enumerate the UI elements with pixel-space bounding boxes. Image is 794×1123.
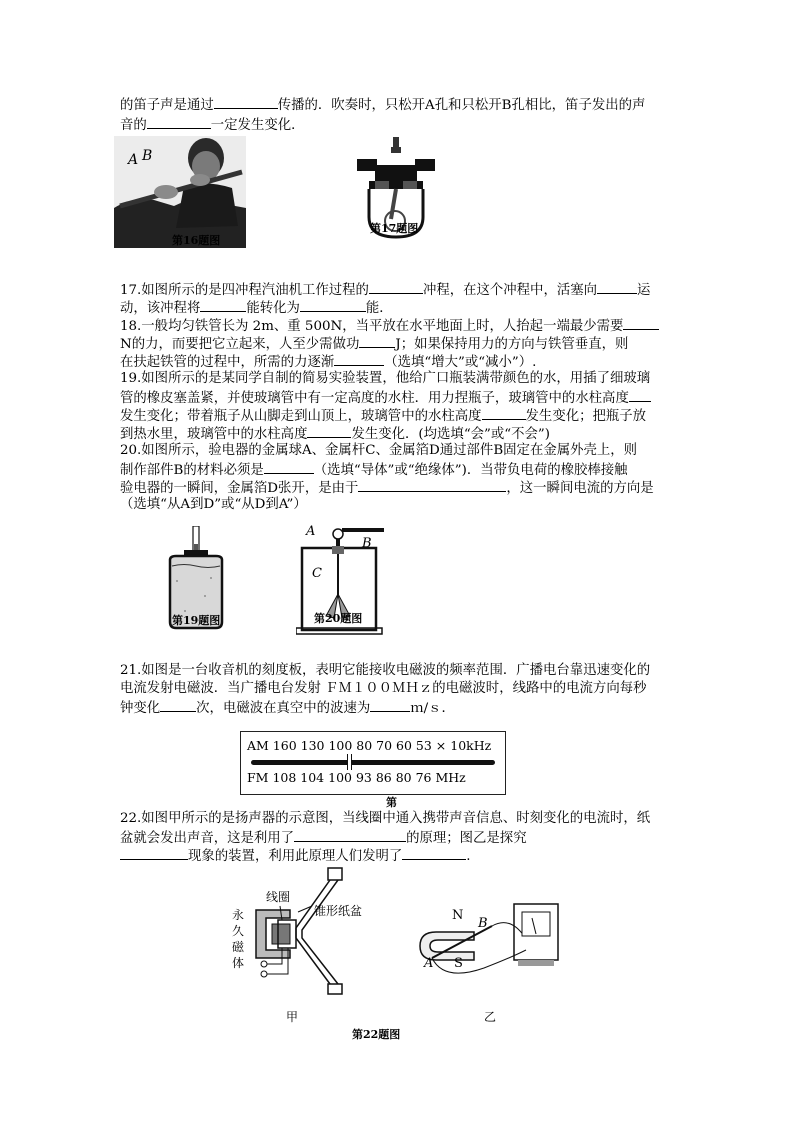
blank[interactable] xyxy=(370,698,410,712)
dial-needle xyxy=(347,754,352,770)
blank[interactable] xyxy=(629,388,651,402)
blank[interactable] xyxy=(200,298,246,312)
q18-line-1: 18.一般均匀铁管长为 2m、重 500N，当平放在水平地面上时，人抬起一端最少需要 xyxy=(120,316,680,336)
fig19-caption: 第19题图 xyxy=(172,614,221,627)
label-magnet-4: 体 xyxy=(232,956,245,970)
blank[interactable] xyxy=(402,846,466,860)
blank[interactable] xyxy=(214,95,278,109)
q20-line-4: （选填“从A到D”或“从D到A”） xyxy=(120,497,307,512)
q22-line-1: 22.如图甲所示的是扬声器的示意图，当线圈中通入携带声音信息、时刻变化的电流时，纸 xyxy=(120,811,651,826)
label-a: A xyxy=(424,956,434,971)
q18-line-2: N的力，而要把它立起来，人至少需做功 J；如果保持用力的方向与铁管垂直，则 xyxy=(120,334,680,354)
q19-line-4: 到热水里，玻璃管中的水柱高度 发生变化．(均选填“会”或“不会”) xyxy=(120,424,680,444)
q20-line-1: 20.如图所示，验电器的金属球A、金属杆C、金属箔D通过部件B固定在金属外壳上，则 xyxy=(120,443,638,458)
blank[interactable] xyxy=(369,280,423,294)
label-n: N xyxy=(452,908,464,923)
fig17-caption: 第17题图 xyxy=(370,222,419,235)
blank[interactable] xyxy=(160,698,196,712)
label-jia: 甲 xyxy=(286,1010,299,1024)
label-magnet-2: 久 xyxy=(232,924,245,938)
blank[interactable] xyxy=(307,424,351,438)
am-scale: AM 160 130 100 80 70 60 53 × 10kHz xyxy=(247,738,492,753)
q19-line-3: 发生变化；带着瓶子从山脚走到山顶上，玻璃管中的水柱高度 发生变化；把瓶子放 xyxy=(120,406,680,426)
label-a: A xyxy=(128,152,139,168)
speaker-figure xyxy=(226,866,356,996)
blank[interactable] xyxy=(294,828,406,842)
label-b: B xyxy=(142,148,153,164)
q21-line-1: 21.如图是一台收音机的刻度板，表明它能接收电磁波的频率范围．广播电台靠迅速变化的 xyxy=(120,663,651,678)
q20-line-3: 验电器的一瞬间，金属箔D张开，是由于 ，这一瞬间电流的方向是 xyxy=(120,478,680,498)
label-b: B xyxy=(478,916,488,931)
blank[interactable] xyxy=(597,280,637,294)
q16-line-1: 的笛子声是通过 传播的．吹奏时，只松开A孔和只松开B孔相比，笛子发出的声 xyxy=(120,95,680,115)
q21-line-3: 钟变化 次，电磁波在真空中的波速为 ｍ/ｓ． xyxy=(120,698,680,718)
blank[interactable] xyxy=(334,352,384,366)
fig21-caption: 第 xyxy=(386,796,397,809)
q22-line-2: 盆就会发出声音，这是利用了 的原理；图乙是探究 xyxy=(120,828,680,848)
q20-line-2: 制作部件B的材料必须是 （选填“导体”或“绝缘体”)．当带负电荷的橡胶棒接触 xyxy=(120,460,680,480)
label-s: S xyxy=(454,956,463,971)
blank[interactable] xyxy=(358,478,506,492)
q19-line-1: 19.如图所示的是某同学自制的简易实验装置，他给广口瓶装满带颜色的水，用插了细玻璃 xyxy=(120,371,651,386)
label-a: A xyxy=(306,524,316,539)
q19-line-2: 管的橡皮塞盖紧，并使玻璃管中有一定高度的水柱．用力捏瓶子，玻璃管中的水柱高度 xyxy=(120,388,680,408)
q16-line-2: 音的 一定发生变化． xyxy=(120,115,680,135)
q17-line-2: 动，该冲程将 能转化为 能． xyxy=(120,298,680,318)
induction-figure xyxy=(414,896,564,986)
label-c: C xyxy=(312,566,322,581)
label-magnet-3: 磁 xyxy=(232,940,245,954)
blank[interactable] xyxy=(147,115,211,129)
fig16-caption: 第16题图 xyxy=(172,234,221,247)
label-b: B xyxy=(362,536,372,551)
fm-scale: FM 108 104 100 93 86 80 76 MHz xyxy=(247,770,466,785)
blank[interactable] xyxy=(120,846,188,860)
label-yi: 乙 xyxy=(484,1010,497,1024)
fig20-caption: 第20题图 xyxy=(314,612,363,625)
dial-bar xyxy=(251,760,495,765)
blank[interactable] xyxy=(264,460,314,474)
label-coil: 线圈 xyxy=(266,890,291,904)
q18-line-3: 在扶起铁管的过程中，所需的力逐渐 （选填“增大”或“减小”）. xyxy=(120,352,680,372)
blank[interactable] xyxy=(623,316,659,330)
label-magnet-1: 永 xyxy=(232,908,245,922)
blank[interactable] xyxy=(300,298,366,312)
radio-dial xyxy=(240,731,506,795)
fig22-caption: 第22题图 xyxy=(352,1028,401,1041)
q17-line-1: 17.如图所示的是四冲程汽油机工作过程的 冲程，在这个冲程中，活塞向 运 xyxy=(120,280,680,300)
q22-line-3: 现象的装置，利用此原理人们发明了 . xyxy=(120,846,680,866)
blank[interactable] xyxy=(482,406,526,420)
label-cone: 锥形纸盆 xyxy=(314,904,363,918)
q21-line-2: 电流发射电磁波．当广播电台发射 ＦＭ１００ＭＨｚ的电磁波时，线路中的电流方向每秒 xyxy=(120,681,647,696)
blank[interactable] xyxy=(359,334,395,348)
